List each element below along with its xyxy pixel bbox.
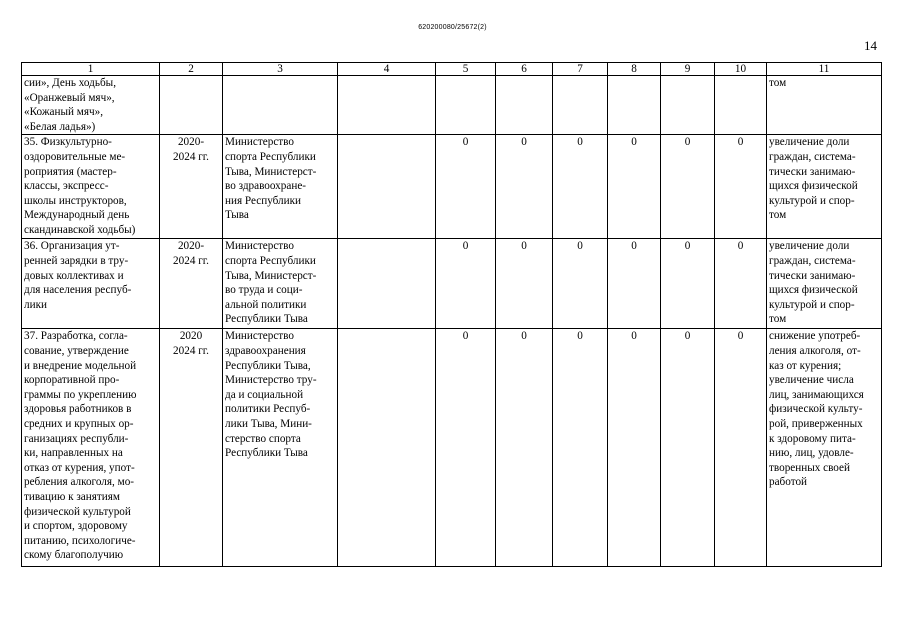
value-cell: 0	[608, 239, 661, 329]
value-cell: 0	[496, 329, 553, 567]
source-cell	[338, 329, 436, 567]
page-number: 14	[864, 38, 877, 53]
table-row	[22, 76, 882, 135]
measure-cell: 37. Разработка, согла- сование, утверждение и внедрение модельной корпоративной про- граммы по укреплению здоровья работников в средних и крупных ор- ганизациях республи- ки, направленных на отказ от курения, упот- ребления алкоголя, мо- тивацию к занятиям физической культурой и спортом, здоровому питанию, психологиче- скому благополучию	[22, 329, 160, 567]
result-cell: увеличение доли граждан, система- тически занимаю- щихся физической культурой и спор- том	[767, 135, 882, 239]
value-cell: 0	[661, 135, 715, 239]
executor-cell	[223, 76, 338, 135]
value-cell	[661, 76, 715, 135]
value-cell	[715, 76, 767, 135]
column-header: 8	[608, 63, 661, 76]
measure-cell: сии», День ходьбы, «Оранжевый мяч», «Кожаный мяч», «Белая ладья»)	[22, 76, 160, 135]
value-cell: 0	[661, 239, 715, 329]
source-cell	[338, 76, 436, 135]
executor-cell: Министерство спорта Республики Тыва, Министерст- во труда и соци- альной политики Республики Тыва	[223, 239, 338, 329]
value-cell: 0	[496, 135, 553, 239]
program-table	[21, 62, 882, 567]
table-row	[22, 239, 882, 329]
result-cell: увеличение доли граждан, система- тически занимаю- щихся физической культурой и спор- том	[767, 239, 882, 329]
period-cell	[160, 76, 223, 135]
period-cell: 2020- 2024 гг.	[160, 239, 223, 329]
value-cell: 0	[436, 135, 496, 239]
value-cell	[496, 76, 553, 135]
value-cell: 0	[715, 135, 767, 239]
value-cell: 0	[496, 239, 553, 329]
table-row	[22, 329, 882, 567]
column-header: 5	[436, 63, 496, 76]
column-header: 2	[160, 63, 223, 76]
value-cell: 0	[661, 329, 715, 567]
column-header: 4	[338, 63, 436, 76]
column-header: 10	[715, 63, 767, 76]
value-cell: 0	[436, 239, 496, 329]
source-cell	[338, 239, 436, 329]
column-number-row	[22, 63, 882, 76]
value-cell: 0	[436, 329, 496, 567]
value-cell: 0	[553, 135, 608, 239]
source-cell	[338, 135, 436, 239]
column-header: 9	[661, 63, 715, 76]
value-cell: 0	[553, 329, 608, 567]
value-cell: 0	[608, 135, 661, 239]
result-cell: том	[767, 76, 882, 135]
value-cell	[608, 76, 661, 135]
value-cell: 0	[553, 239, 608, 329]
period-cell: 2020 2024 гг.	[160, 329, 223, 567]
table-row	[22, 135, 882, 239]
value-cell: 0	[608, 329, 661, 567]
column-header: 6	[496, 63, 553, 76]
column-header: 7	[553, 63, 608, 76]
period-cell: 2020- 2024 гг.	[160, 135, 223, 239]
value-cell: 0	[715, 239, 767, 329]
executor-cell: Министерство здравоохранения Республики Тыва, Министерство тру- да и социальной политики Респуб- лики Тыва, Мини- стерство спорта Республики Тыва	[223, 329, 338, 567]
measure-cell: 36. Организация ут- ренней зарядки в тру- довых коллективах и для населения респуб- лики	[22, 239, 160, 329]
measure-cell: 35. Физкультурно- оздоровительные ме- роприятия (мастер- классы, экспресс- школы инструкторов, Международный день скандинавской ходьбы)	[22, 135, 160, 239]
document-id: 620200080/25672(2)	[418, 24, 487, 31]
column-header: 11	[767, 63, 882, 76]
executor-cell: Министерство спорта Республики Тыва, Министерст- во здравоохране- ния Республики Тыва	[223, 135, 338, 239]
result-cell: снижение употреб- ления алкоголя, от- каз от курения; увеличение числа лиц, занимающихся физической культу- рой, приверженных к здоровому пита- нию, лиц, удовле- творенных своей работой	[767, 329, 882, 567]
column-header: 1	[22, 63, 160, 76]
value-cell	[553, 76, 608, 135]
column-header: 3	[223, 63, 338, 76]
value-cell	[436, 76, 496, 135]
value-cell: 0	[715, 329, 767, 567]
